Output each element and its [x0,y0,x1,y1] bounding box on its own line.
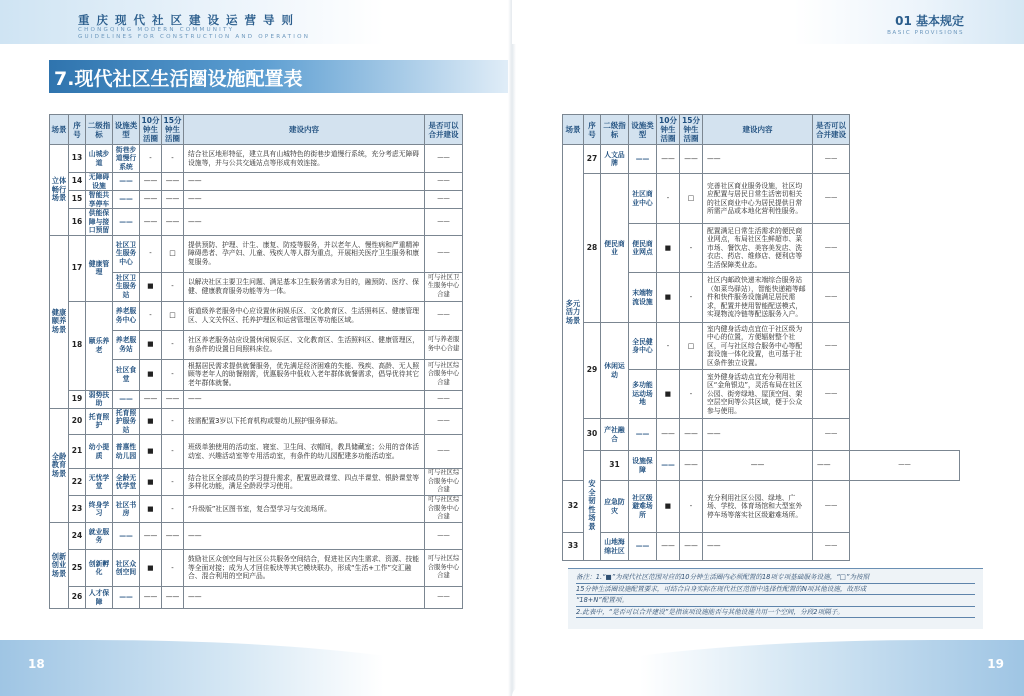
ten-minute-mark: ■ [140,496,162,523]
fifteen-minute-mark: - [680,224,703,273]
row-number: 29 [584,323,601,419]
facility-type-cell: 普惠性幼儿园 [113,435,140,469]
indicator-cell: 颐乐养老 [86,301,113,390]
table-row [50,469,463,496]
fifteen-minute-mark: - [680,273,703,323]
indicator-cell: 无忧学堂 [86,469,113,496]
facility-type-cell: 托育照护服务站 [113,408,140,435]
facility-type-cell: —— [113,587,140,609]
table-row [50,235,463,272]
merge-cell: 可与社区综合服务中心合建 [425,469,463,496]
col-10min: 10分钟生活圈 [140,115,162,145]
facility-type-cell: 社区商业中心 [629,174,657,224]
fifteen-minute-mark: □ [162,301,184,330]
notes-box [568,568,983,629]
col-15min: 15分钟生活圈 [162,115,184,145]
fifteen-minute-mark: □ [680,174,703,224]
col-content: 建设内容 [184,115,425,145]
facility-type-cell: 社区众创空间 [113,550,140,587]
content-cell: —— [813,451,850,481]
ten-minute-mark: —— [140,587,162,609]
content-cell: —— [703,533,813,561]
content-cell: —— [184,523,425,550]
content-cell: “升级版”社区图书室，复合型学习与交流场所。 [184,496,425,523]
merge-cell: 可与养老服务中心合建 [425,330,463,359]
fifteen-minute-mark: - [680,370,703,419]
indicator-cell: 健康管理 [86,235,113,301]
content-cell: —— [184,390,425,408]
scene-cell: 健康颐养场景 [50,235,69,408]
ten-minute-mark: ■ [140,272,162,301]
row-number: 15 [69,191,86,209]
facility-type-cell: 养老服务中心 [113,301,140,330]
merge-cell: —— [813,174,850,224]
book-subtitle [78,27,310,40]
merge-cell: —— [813,481,850,533]
row-number: 14 [69,173,86,191]
ten-minute-mark: - [657,323,680,370]
table-row [50,390,463,408]
fifteen-minute-mark: —— [162,209,184,236]
table-header-row [50,115,463,145]
merge-cell: —— [425,235,463,272]
fifteen-minute-mark: - [162,272,184,301]
row-number: 13 [69,145,86,173]
ten-minute-mark: ■ [140,435,162,469]
facility-type-cell: 社区卫生服务中心 [113,235,140,272]
col-indicator: 二级指标 [86,115,113,145]
fifteen-minute-mark: □ [680,323,703,370]
fifteen-minute-mark: - [162,359,184,390]
merge-cell: —— [425,209,463,236]
fifteen-minute-mark: □ [162,235,184,272]
row-number: 16 [69,209,86,236]
ten-minute-mark: —— [140,209,162,236]
facility-type-cell: 社区书房 [113,496,140,523]
merge-cell: —— [425,587,463,609]
fifteen-minute-mark: —— [680,533,703,561]
content-cell: 提供预防、护理、计生、康复、防疫等服务，并以老年人、慢性病和严重精神障碍患者、孕产妇、儿童、残疾人等人群为重点，开展相关医疗卫生服务和康复服务。 [184,235,425,272]
merge-cell: 可与社区综合服务中心合建 [425,359,463,390]
row-number: 18 [69,301,86,390]
facility-type-cell: —— [629,145,657,174]
fifteen-minute-mark: - [680,481,703,533]
indicator-cell: 供能保障与接口预留 [86,209,113,236]
col-15min: 15分钟生活圈 [680,115,703,145]
facility-type-cell: —— [113,523,140,550]
fifteen-minute-mark: - [162,469,184,496]
fifteen-minute-mark: —— [703,451,813,481]
table-row [563,533,960,561]
content-cell: 以解决社区主要卫生问题、满足基本卫生服务需求为目的，融预防、医疗、保健、健康教育服务功能等为一体。 [184,272,425,301]
book-subtitle-line1: CHONGQING MODERN COMMUNITY [78,27,235,33]
facility-type-cell: —— [113,191,140,209]
footer-curve [0,640,512,696]
content-cell: 完善社区商业服务设施，社区均应配置与居民日常生活密切相关的社区商业中心为居民提供日常所需产品或本地化营利性服务。 [703,174,813,224]
ten-minute-mark: ■ [140,359,162,390]
table-row [563,174,960,224]
merge-cell: —— [813,370,850,419]
content-cell: 按需配置3岁以下托育机构或婴幼儿照护服务驿站。 [184,408,425,435]
merge-cell: —— [425,408,463,435]
col-indicator: 二级指标 [601,115,629,145]
table-row [50,173,463,191]
merge-cell: 可与社区综合服务中心合建 [425,550,463,587]
indicator-cell: 终身学习 [86,496,113,523]
merge-cell: —— [425,390,463,408]
ten-minute-mark: —— [657,145,680,174]
row-number: 31 [601,451,629,481]
facility-type-cell: 多功能运动场地 [629,370,657,419]
facility-type-cell: 街巷步道慢行系统 [113,145,140,173]
ten-minute-mark: ■ [657,273,680,323]
indicator-cell: 产社融合 [601,419,629,451]
merge-cell: —— [425,301,463,330]
merge-cell: —— [813,323,850,370]
table-row [50,435,463,469]
content-cell: —— [184,173,425,191]
ten-minute-mark: —— [657,419,680,451]
table-row [50,209,463,236]
ten-minute-mark: - [140,235,162,272]
facility-type-cell: 全民健身中心 [629,323,657,370]
facility-table-left [49,114,463,609]
fifteen-minute-mark: —— [680,145,703,174]
merge-cell: —— [813,419,850,451]
facility-type-cell: 社区食堂 [113,359,140,390]
row-number: 33 [563,533,584,561]
fifteen-minute-mark: —— [162,173,184,191]
fifteen-minute-mark: - [162,496,184,523]
merge-cell: 可与社区卫生服务中心合建 [425,272,463,301]
merge-cell: —— [425,145,463,173]
fifteen-minute-mark: - [162,408,184,435]
content-cell: 社区内邮政快递末端综合服务站（如菜鸟驿站），智能快递箱等邮件和快件服务设施满足居民需求，配置并使用智能配送模式，实现物流冷链等配送服务入户。 [703,273,813,323]
row-number: 27 [584,145,601,174]
row-number: 32 [563,481,584,533]
col-merge: 是否可以合并建设 [425,115,463,145]
merge-cell: 可与社区综合服务中心合建 [425,496,463,523]
note-line: “18+N”配置项。 [576,595,975,607]
scene-cell: 安全韧性场景 [584,451,601,561]
page-number-left: 18 [28,657,45,671]
merge-cell: —— [425,435,463,469]
table-row [50,587,463,609]
facility-type-cell: —— [113,173,140,191]
ten-minute-mark: ■ [657,224,680,273]
chapter-subtitle: BASIC PROVISIONS [887,30,964,36]
facility-type-cell: 便民商业网点 [629,224,657,273]
ten-minute-mark: - [140,301,162,330]
row-number: 30 [584,419,601,451]
fifteen-minute-mark: - [162,550,184,587]
indicator-cell: 就业服务 [86,523,113,550]
content-cell: 根据居民需求提供就餐服务，优先满足经济困难的失能、残疾、高龄、无人照顾等老年人的助餐刚需，优惠服务中低收入老年群体就餐需求，倡导优待其它老年群体就餐。 [184,359,425,390]
table-body-left [50,145,463,609]
content-cell: 社区养老服务站应设置休闲娱乐区、文化教育区、生活照料区、健康管理区，有条件的设置日间照料床位。 [184,330,425,359]
right-page [512,0,1024,696]
row-number: 26 [69,587,86,609]
indicator-cell: 设施保障 [629,451,657,481]
merge-cell: —— [425,191,463,209]
ten-minute-mark: ■ [657,370,680,419]
indicator-cell: 山城步道 [86,145,113,173]
table-row [50,496,463,523]
merge-cell: —— [813,224,850,273]
table-row [563,451,960,481]
indicator-cell: 人文品牌 [601,145,629,174]
content-cell: 配置满足日常生活需求的便民商业网点，布局社区生鲜超市、菜市场、餐饮店、美容美发店、洗衣店、药店、维修店、便利店等生活保障类业态。 [703,224,813,273]
ten-minute-mark: - [140,145,162,173]
ten-minute-mark: —— [140,191,162,209]
fifteen-minute-mark: —— [162,523,184,550]
fifteen-minute-mark: —— [162,587,184,609]
table-row [50,523,463,550]
row-number: 22 [69,469,86,496]
ten-minute-mark: —— [140,523,162,550]
merge-cell: —— [425,173,463,191]
table-row [563,145,960,174]
ten-minute-mark: ■ [140,408,162,435]
merge-cell: —— [813,273,850,323]
row-number: 28 [584,174,601,323]
indicator-cell: 创新孵化 [86,550,113,587]
facility-type-cell: —— [657,451,680,481]
table-row [563,419,960,451]
table-header-row [563,115,960,145]
content-cell: 室外健身活动点宜充分利用社区“金角银边”，灵活布局在社区公园、街旁绿地、屋顶空间、架空层空间等公共区域，便于公众参与使用。 [703,370,813,419]
col-no: 序号 [584,115,601,145]
note-line: 15分钟生活圈设施配置要求，可结合自身实际在现代社区范围中选择性配置的N项其他设施，故形成 [576,584,975,596]
content-cell: 街道级养老服务中心应设置休闲娱乐区、文化教育区、生活照料区、健康管理区、人文关怀区、托养护理区和运营管理区等功能区域。 [184,301,425,330]
facility-type-cell: 全龄无忧学堂 [113,469,140,496]
indicator-cell: 应急防灾 [601,481,629,533]
table-row [50,408,463,435]
ten-minute-mark: - [657,174,680,224]
fifteen-minute-mark: —— [162,390,184,408]
table-row [50,145,463,173]
col-facility-type: 设施类型 [629,115,657,145]
note-line: 2.此表中，“是否可以合并建设”是指该项设施能否与其他设施共用一个空间，分段2项隔子。 [576,607,975,619]
content-cell: —— [184,587,425,609]
content-cell: —— [184,191,425,209]
footer-curve [512,640,1024,696]
ten-minute-mark: —— [140,173,162,191]
content-cell: —— [703,145,813,174]
ten-minute-mark: ■ [657,481,680,533]
book-title: 重庆现代社区建设运营导则 [78,13,300,27]
content-cell: 结合社区全部成员的学习提升需求，配置思政课堂、四点半课堂、银龄课堂等多样化功能，满足全龄段学习使用。 [184,469,425,496]
ten-minute-mark: ■ [140,330,162,359]
indicator-cell: 便民商业 [601,174,629,323]
table-row [50,301,463,330]
page-number-right: 19 [987,657,1004,671]
ten-minute-mark: —— [680,451,703,481]
book-subtitle-line2: GUIDELINES FOR CONSTRUCTION AND OPERATION [78,33,311,40]
indicator-cell: 智能共享停车 [86,191,113,209]
row-number: 24 [69,523,86,550]
row-number: 21 [69,435,86,469]
ten-minute-mark: ■ [140,550,162,587]
content-cell: 充分利用社区公园、绿地、广场、学校、体育场馆和大型室外停车场等落实社区级避难场所。 [703,481,813,533]
fifteen-minute-mark: - [162,435,184,469]
facility-type-cell: 养老服务站 [113,330,140,359]
col-merge: 是否可以合并建设 [813,115,850,145]
facility-type-cell: 社区级避难场所 [629,481,657,533]
table-row [563,481,960,533]
ten-minute-mark: ■ [140,469,162,496]
row-number: 17 [69,235,86,301]
merge-cell: —— [425,523,463,550]
indicator-cell: 人才保障 [86,587,113,609]
ten-minute-mark: —— [140,390,162,408]
table-row [50,550,463,587]
table-row [563,323,960,370]
merge-cell: —— [813,533,850,561]
col-no: 序号 [69,115,86,145]
row-number: 23 [69,496,86,523]
fifteen-minute-mark: - [162,145,184,173]
note-line: 备注：1.“■”为现代社区范围对应的10分钟生活圈内必须配置的18项专项基础服务设施，“□”为按照 [576,572,975,584]
table-body-right [563,145,960,561]
content-cell: —— [184,209,425,236]
row-number: 20 [69,408,86,435]
content-cell: —— [703,419,813,451]
row-number: 19 [69,390,86,408]
col-scene: 场景 [563,115,584,145]
fifteen-minute-mark: —— [680,419,703,451]
indicator-cell: 无障碍设施 [86,173,113,191]
col-scene: 场景 [50,115,69,145]
content-cell: 鼓励社区众创空间与社区公共服务空间结合，促进社区内生需求、资源、技能等全面对接；成为人才回住板块等其它模块联办，形成“生活+工作”交汇融合、混合利用的空间产品。 [184,550,425,587]
section-title: 7.现代社区生活圈设施配置表 [54,68,303,90]
scene-cell: 创新创业场景 [50,523,69,609]
merge-cell: —— [813,145,850,174]
merge-cell: —— [850,451,960,481]
facility-type-cell: —— [113,390,140,408]
col-facility-type: 设施类型 [113,115,140,145]
facility-type-cell: —— [629,533,657,561]
scene-cell: 立体畅行场景 [50,145,69,236]
facility-type-cell: —— [629,419,657,451]
col-content: 建设内容 [703,115,813,145]
indicator-cell: 山地海绵社区 [601,533,629,561]
ten-minute-mark: —— [657,533,680,561]
facility-type-cell: —— [113,209,140,236]
content-cell: 班级单独使用的活动室、寝室、卫生间、衣帽间，教具储藏室；公用的音体活动室、兴趣活动室等专用活动室，有条件的幼儿园配建多功能活动室。 [184,435,425,469]
facility-type-cell: 社区卫生服务站 [113,272,140,301]
indicator-cell: 幼小提质 [86,435,113,469]
content-cell: 室内健身活动点宜位于社区级为中心的位置，方便辐射整个社区，可与社区综合服务中心等配套设施一体化设置，也可基于社区条件独立设置。 [703,323,813,370]
chapter-title: 01 基本规定 [895,14,964,28]
facility-table-right [562,114,960,561]
fifteen-minute-mark: - [162,330,184,359]
indicator-cell: 休闲运动 [601,323,629,419]
fifteen-minute-mark: —— [162,191,184,209]
row-number: 25 [69,550,86,587]
indicator-cell: 托育照护 [86,408,113,435]
table-row [50,191,463,209]
col-10min: 10分钟生活圈 [657,115,680,145]
scene-cell: 全龄教育场景 [50,408,69,523]
indicator-cell: 弱势扶助 [86,390,113,408]
content-cell: 结合社区地形特征，建立具有山城特色的街巷步道慢行系统，充分考虑无障碍设施等，并与公共交通站点等形成有效连接。 [184,145,425,173]
scene-cell: 多元活力场景 [563,145,584,481]
facility-type-cell: 末端物流设施 [629,273,657,323]
